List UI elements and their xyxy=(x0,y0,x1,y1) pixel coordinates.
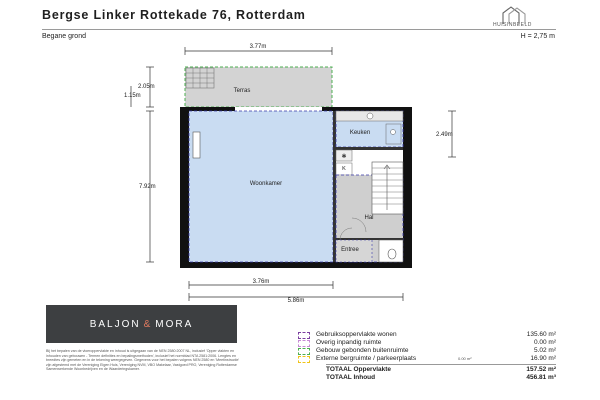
toilet-icon xyxy=(388,249,396,259)
legend-value: 0.00 m² xyxy=(533,339,556,346)
room-label-terras: Terras xyxy=(233,88,251,94)
legend-value: 5.02 m² xyxy=(533,347,556,354)
dim-total-width: 5.86m xyxy=(287,298,305,304)
floor-label: Begane grond xyxy=(42,33,86,40)
legend-swatch xyxy=(298,340,310,347)
dim-inner-width: 3.76m xyxy=(252,279,270,285)
logo-left: BALJON xyxy=(89,318,141,330)
legend-label: Gebruiksoppervlakte wonen xyxy=(316,331,397,338)
total-label: TOTAAL Inhoud xyxy=(326,374,376,381)
window-radiator xyxy=(193,132,200,158)
total-label: TOTAAL Oppervlakte xyxy=(326,366,392,373)
total-value: 456.81 m³ xyxy=(526,374,556,381)
logo-right: MORA xyxy=(155,318,194,330)
room-label-k: K xyxy=(342,166,346,172)
area-legend xyxy=(298,331,556,382)
legend-value: 16.90 m² xyxy=(530,355,556,362)
stove-icon xyxy=(391,130,396,135)
brand-name: HUISINBEELD xyxy=(493,22,532,28)
room-label-entree: Entree xyxy=(341,247,359,253)
sink-icon xyxy=(367,113,373,119)
legend-label: Overig inpandig ruimte xyxy=(316,339,382,346)
logo-ampersand: & xyxy=(143,318,153,330)
legend-row xyxy=(298,331,556,339)
agency-logo xyxy=(46,305,237,343)
legend-row xyxy=(298,339,556,347)
room-label-hal: Hal xyxy=(364,215,374,221)
dim-kitchen-depth: 2.49m xyxy=(436,132,453,138)
staircase xyxy=(372,162,403,214)
legend-divider xyxy=(326,364,556,365)
total-row xyxy=(298,374,556,382)
dim-main-depth: 7.92m xyxy=(139,184,156,190)
dim-terrace-door: 1.15m xyxy=(124,93,141,99)
page-title: Bergse Linker Rottekade 76, Rotterdam xyxy=(42,8,306,22)
legend-extra-value: 0.00 m² xyxy=(458,356,472,361)
svg-text:✱: ✱ xyxy=(341,154,347,160)
legend-label: Gebouw gebonden buitenruimte xyxy=(316,347,409,354)
legend-row xyxy=(298,347,556,355)
legend-label: Externe bergruimte / parkeerplaats xyxy=(316,355,417,362)
ceiling-height: H = 2,75 m xyxy=(520,33,555,40)
legend-swatch xyxy=(298,356,310,363)
legend-swatch xyxy=(298,332,310,339)
room-label-keuken: Keuken xyxy=(349,130,371,136)
total-row xyxy=(298,366,556,374)
dim-terrace-depth: 2.05m xyxy=(138,84,155,90)
total-value: 157.52 m² xyxy=(526,366,556,373)
room-label-woonkamer: Woonkamer xyxy=(249,181,283,187)
legend-row xyxy=(298,355,556,363)
legend-value: 135.60 m² xyxy=(526,331,556,338)
measurement-disclaimer: Bij het bepalen van de vloeroppervlakte en inhoud is uitgegaan van de NEN 2580:2007 NL, inclusief 'Opper vlakten en inhouden van gebouwen - Termen definities en bepalingsmethoden', inclusief het normblad NTA 2581:2006. Lengtes en breedtes zijn gemeten en in de tekening weergegeven. Gegevens voor het bepalen volgens NEN 2580 en 'Meetinstructie' zijn afgestemd met de Vereniging Eigen Huis, Vereniging NVM, VBO Makelaar, Vastgoed PRO, Vereniging Rotterdamse Samenwerkende Woonbedrijven en de Waarderingskamer. xyxy=(46,349,240,372)
legend-swatch xyxy=(298,348,310,355)
dim-top-width: 3.77m xyxy=(249,44,267,50)
